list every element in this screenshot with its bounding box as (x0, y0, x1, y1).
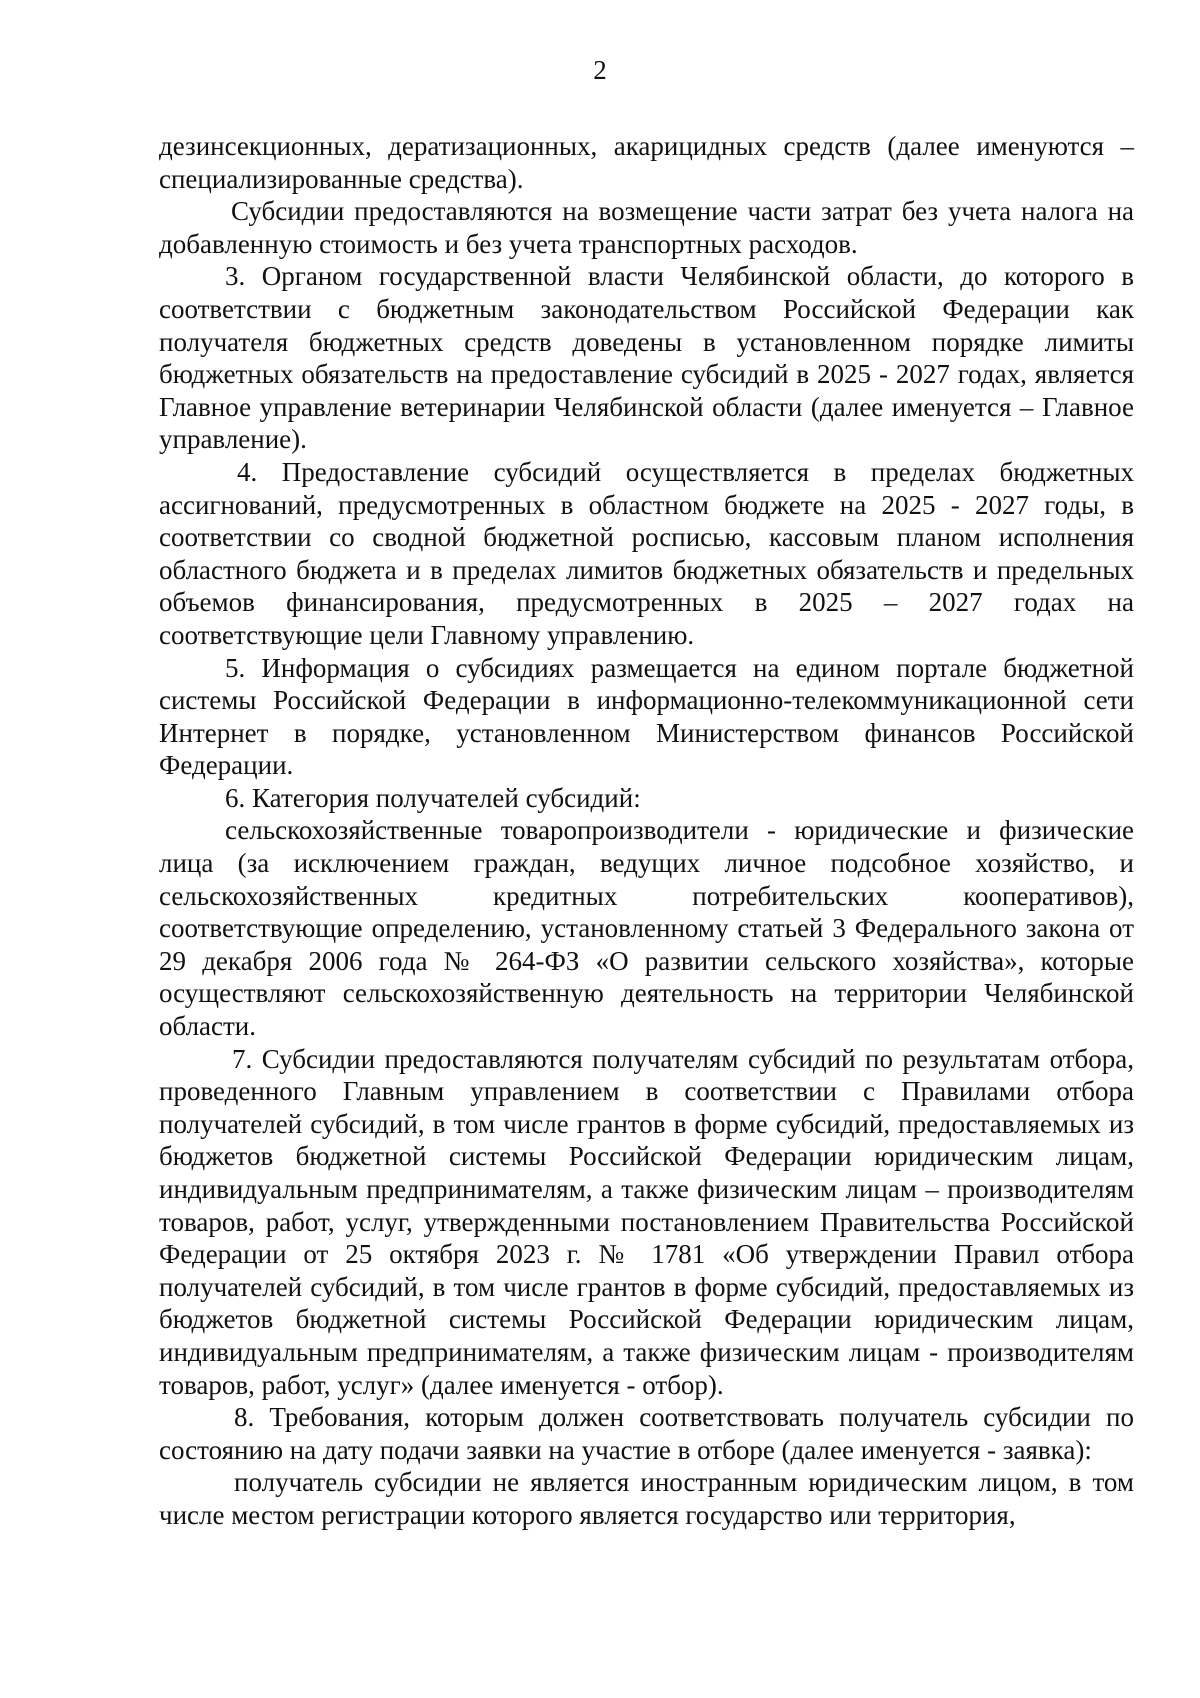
paragraph-specialized-means: дезинсекционных, дератизационных, акарицидных средств (далее именуются – специализированные средства). (159, 131, 1134, 194)
paragraph-foreign-entity: получатель субсидии не является иностранным юридическим лицом, в том числе местом регистрации которого является государство или территория, (159, 1467, 1134, 1530)
page-number: 2 (593, 55, 607, 85)
paragraph-4-budget: 4. Предоставление субсидий осуществляется в пределах бюджетных ассигнований, предусмотренных в областном бюджете на 2025 - 2027 годы, в соответствии со сводной бюджетной росписью, кассовым планом исполнения областного бюджета и в пределах лимитов бюджетных обязательств и предельных объемов финансирования, предусмотренных в 2025 – 2027 годах на соответствующие цели Главному управлению. (159, 456, 1134, 650)
paragraph-8-requirements: 8. Требования, которым должен соответствовать получатель субсидии по состоянию на дату подачи заявки на участие в отборе (далее именуется - заявка): (159, 1402, 1134, 1465)
paragraph-subsidy-purpose: Субсидии предоставляются на возмещение части затрат без учета налога на добавленную стоимость и без учета транспортных расходов. (159, 196, 1134, 259)
document-body (159, 130, 1134, 1532)
paragraph-5-information: 5. Информация о субсидиях размещается на едином портале бюджетной системы Российской Федерации в информационно-телекоммуникационной сети Интернет в порядке, установленном Министерством финансов Российской Федерации. (159, 652, 1134, 781)
paragraph-7-selection: 7. Субсидии предоставляются получателям субсидий по результатам отбора, проведенного Главным управлением в соответствии с Правилами отбора получателей субсидий, в том числе грантов в форме субсидий, предоставляемых из бюджетов бюджетной системы Российской Федерации юридическим лицам, индивидуальным предпринимателям, а также физическим лицам – производителям товаров, работ, услуг, утвержденными постановлением Правительства Российской Федерации от 25 октября 2023 г. № 1781 «Об утверждении Правил отбора получателей субсидий, в том числе грантов в форме субсидий, предоставляемых из бюджетов бюджетной системы Российской Федерации юридическим лицам, индивидуальным предпринимателям, а также физическим лицам - производителям товаров, работ, услуг» (далее именуется - отбор). (159, 1043, 1134, 1400)
paragraph-6-category: 6. Категория получателей субсидий: (225, 782, 641, 813)
paragraph-recipients: сельскохозяйственные товаропроизводители - юридические и физические лица (за исключением граждан, ведущих личное подсобное хозяйство, и сельскохозяйственных кредитных потребительских кооперативов), соответствующие определению, установленному статьей 3 Федерального закона от 29 декабря 2006 года № 264-ФЗ «О развитии сельского хозяйства», которые осуществляют сельскохозяйственную деятельность на территории Челябинской области. (159, 815, 1134, 1042)
paragraph-3-authority: 3. Органом государственной власти Челябинской области, до которого в соответствии с бюджетным законодательством Российской Федерации как получателя бюджетных средств доведены в установленном порядке лимиты бюджетных обязательств на предоставление субсидий в 2025 - 2027 годах, является Главное управление ветеринарии Челябинской области (далее именуется – Главное управление). (159, 261, 1134, 455)
